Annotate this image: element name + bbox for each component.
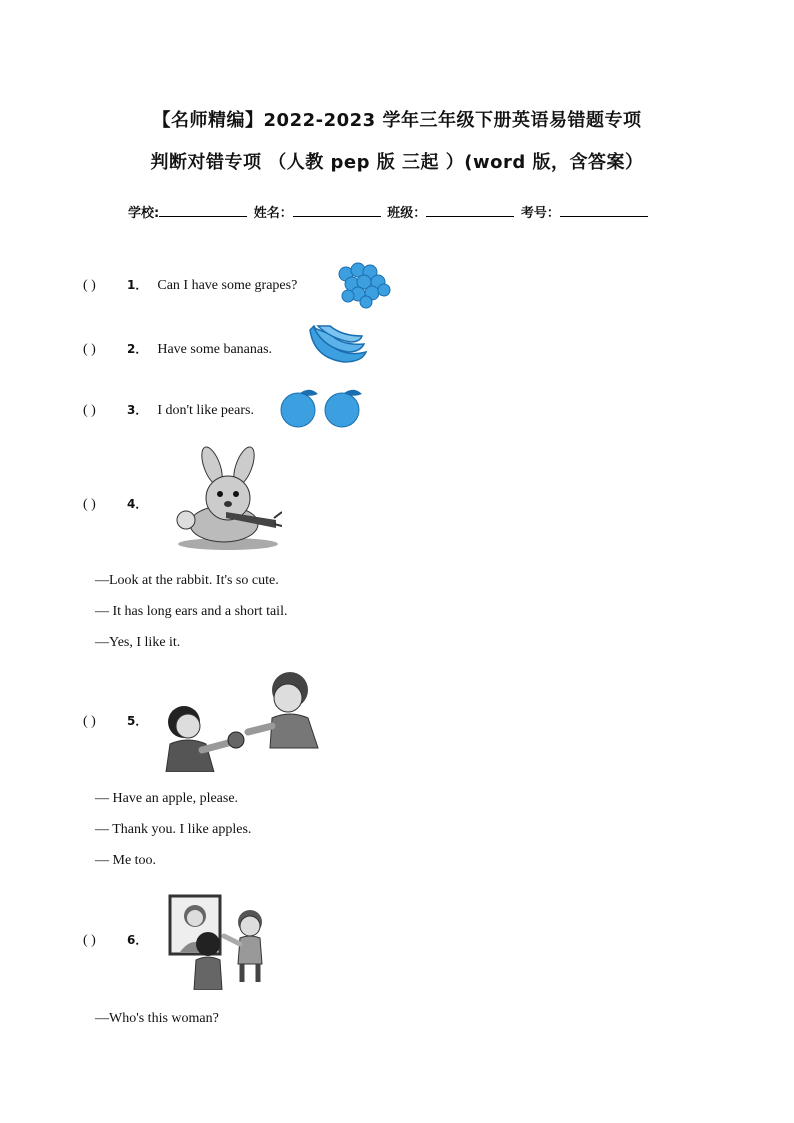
dialogue-line: —Yes, I like it. [95, 635, 181, 650]
class-blank[interactable] [426, 204, 514, 217]
answer-paren[interactable]: ( ) [83, 497, 96, 512]
question-1 [83, 276, 297, 294]
name-label: 姓名： [253, 206, 293, 221]
dialogue-line: —Look at the rabbit. It's so cute. [95, 573, 279, 588]
question-2 [83, 340, 272, 358]
grapes-image [334, 260, 394, 310]
student-info-row [128, 202, 650, 221]
question-text: Can I have some grapes? [157, 278, 298, 293]
bananas-image [304, 322, 370, 368]
answer-paren[interactable]: ( ) [83, 278, 96, 293]
exam-no-blank[interactable] [560, 204, 648, 217]
question-text: Have some bananas. [157, 342, 273, 357]
question-3 [83, 401, 254, 419]
name-blank[interactable] [293, 204, 381, 217]
page-title-line1: 【名师精编】2022-2023 学年三年级下册英语易错题专项 [152, 110, 642, 131]
exam-no-label: 考号： [520, 206, 560, 221]
dialogue-line: — Thank you. I like apples. [95, 822, 252, 837]
dialogue-line: — It has long ears and a short tail. [95, 604, 288, 619]
question-5 [83, 712, 157, 730]
question-4 [83, 495, 157, 513]
school-label: 学校: [128, 206, 160, 221]
question-number: 5． [127, 714, 148, 728]
dialogue-line: — Have an apple, please. [95, 791, 239, 806]
rabbit-image [176, 446, 282, 552]
dialogue-line: —Who's this woman? [95, 1011, 219, 1026]
question-6 [83, 931, 157, 949]
question-number: 3． [127, 403, 148, 417]
question-number: 1． [127, 278, 148, 292]
question-text: I don't like pears. [157, 403, 254, 418]
family-photo-image [168, 894, 274, 990]
dialogue-line: — Me too. [95, 853, 157, 868]
answer-paren[interactable]: ( ) [83, 933, 96, 948]
answer-paren[interactable]: ( ) [83, 714, 96, 729]
page-title-line2: 判断对错专项 （人教 pep 版 三起 ）(word 版，含答案） [150, 152, 644, 173]
answer-paren[interactable]: ( ) [83, 403, 96, 418]
question-number: 4． [127, 497, 148, 511]
children-apple-image [162, 670, 324, 772]
question-number: 2． [127, 342, 148, 356]
school-blank[interactable] [159, 204, 247, 217]
class-label: 班级： [387, 206, 427, 221]
question-number: 6． [127, 933, 148, 947]
answer-paren[interactable]: ( ) [83, 342, 96, 357]
oranges-image [276, 384, 368, 430]
